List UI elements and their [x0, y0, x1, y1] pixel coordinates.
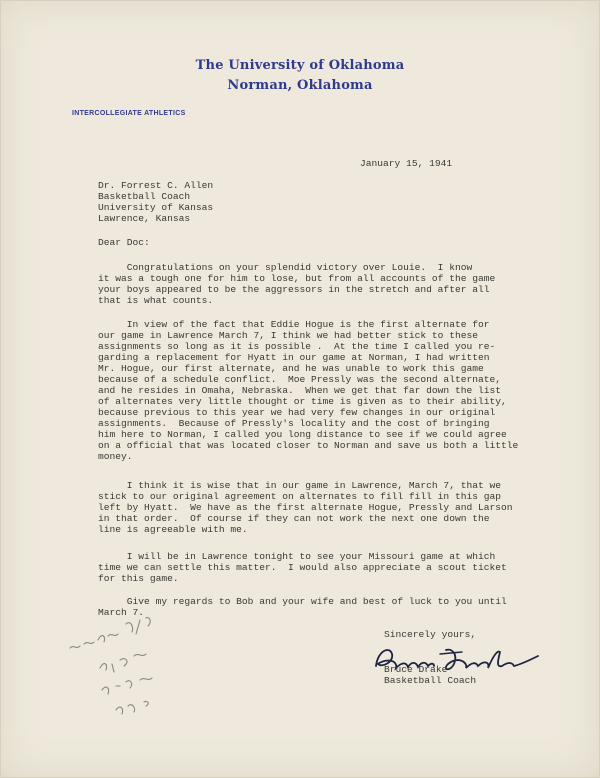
recipient-line: University of Kansas [98, 202, 214, 213]
text-line: In view of the fact that Eddie Hogue is the first alternate for [98, 319, 490, 330]
text-line: Mr. Hogue, our first alternate, and he was unable to work this game [98, 363, 484, 374]
text-line: Congratulations on your splendid victory over Louie. I know [98, 262, 473, 273]
text-line: March 7. [98, 607, 145, 618]
text-line: because previous to this year we had very few changes in our original [98, 407, 496, 418]
text-line: I will be in Lawrence tonight to see your Missouri game at which [98, 551, 496, 562]
signer-name: Bruce Drake [384, 664, 448, 675]
recipient-line: Basketball Coach [98, 191, 191, 202]
text-line: him here to Norman, I called you long distance to see if we could agree [98, 429, 507, 440]
text-line: assignments so long as it is possible . At the time I called you re- [98, 341, 496, 352]
text-line: time we can settle this matter. I would also appreciate a scout ticket [98, 562, 507, 573]
text-line: I think it is wise that in our game in Lawrence, March 7, that we [98, 480, 502, 491]
text-line: left by Hyatt. We have as the first alternate Hogue, Pressly and Larson [98, 502, 513, 513]
letterhead-department: INTERCOLLEGIATE ATHLETICS [72, 110, 186, 117]
text-line: assignments. Because of Pressly's locality and the cost of bringing [98, 418, 490, 429]
text-line: line is agreeable with me. [98, 524, 248, 535]
text-line: garding a replacement for Hyatt in our game at Norman, I had written [98, 352, 490, 363]
text-line: and he resides in Omaha, Nebraska. When we get that far down the list [98, 385, 502, 396]
paragraph-4 [98, 551, 507, 584]
paragraph-1 [98, 262, 495, 306]
letterhead-location: Norman, Oklahoma [227, 78, 373, 93]
text-line: it was a tough one for him to lose, but from all accounts of the game [98, 273, 496, 284]
salutation: Dear Doc: [98, 237, 150, 248]
text-line: in that order. Of course if they can not work the next one down the [98, 513, 490, 524]
signature-block [384, 664, 476, 686]
paragraph-2 [98, 319, 518, 462]
text-line: because of a schedule conflict. Moe Pressly was the second alternate, [98, 374, 502, 385]
signer-title: Basketball Coach [384, 675, 477, 686]
text-line: our game in Lawrence March 7, I think we had better stick to these [98, 330, 478, 341]
text-line: Give my regards to Bob and your wife and best of luck to you until [98, 596, 507, 607]
recipient-line: Dr. Forrest C. Allen [98, 180, 214, 191]
text-line: money. [98, 451, 133, 462]
pencil-notes [64, 610, 214, 730]
text-line: stick to our original agreement on alternates to fill fill in this gap [98, 491, 502, 502]
recipient-address [98, 180, 213, 224]
letterhead-university: The University of Oklahoma [195, 58, 405, 73]
text-line: of alternates very little thought or time is given as to their ability, [98, 396, 507, 407]
letterhead [0, 56, 600, 96]
closing: Sincerely yours, [384, 629, 477, 640]
letter-date: January 15, 1941 [360, 158, 453, 169]
text-line: your boys appeared to be the aggressors in the stretch and after all [98, 284, 490, 295]
paragraph-3 [98, 480, 513, 535]
text-line: for this game. [98, 573, 179, 584]
recipient-line: Lawrence, Kansas [98, 213, 191, 224]
text-line: on a official that was located closer to Norman and save us both a little [98, 440, 519, 451]
text-line: that is what counts. [98, 295, 214, 306]
